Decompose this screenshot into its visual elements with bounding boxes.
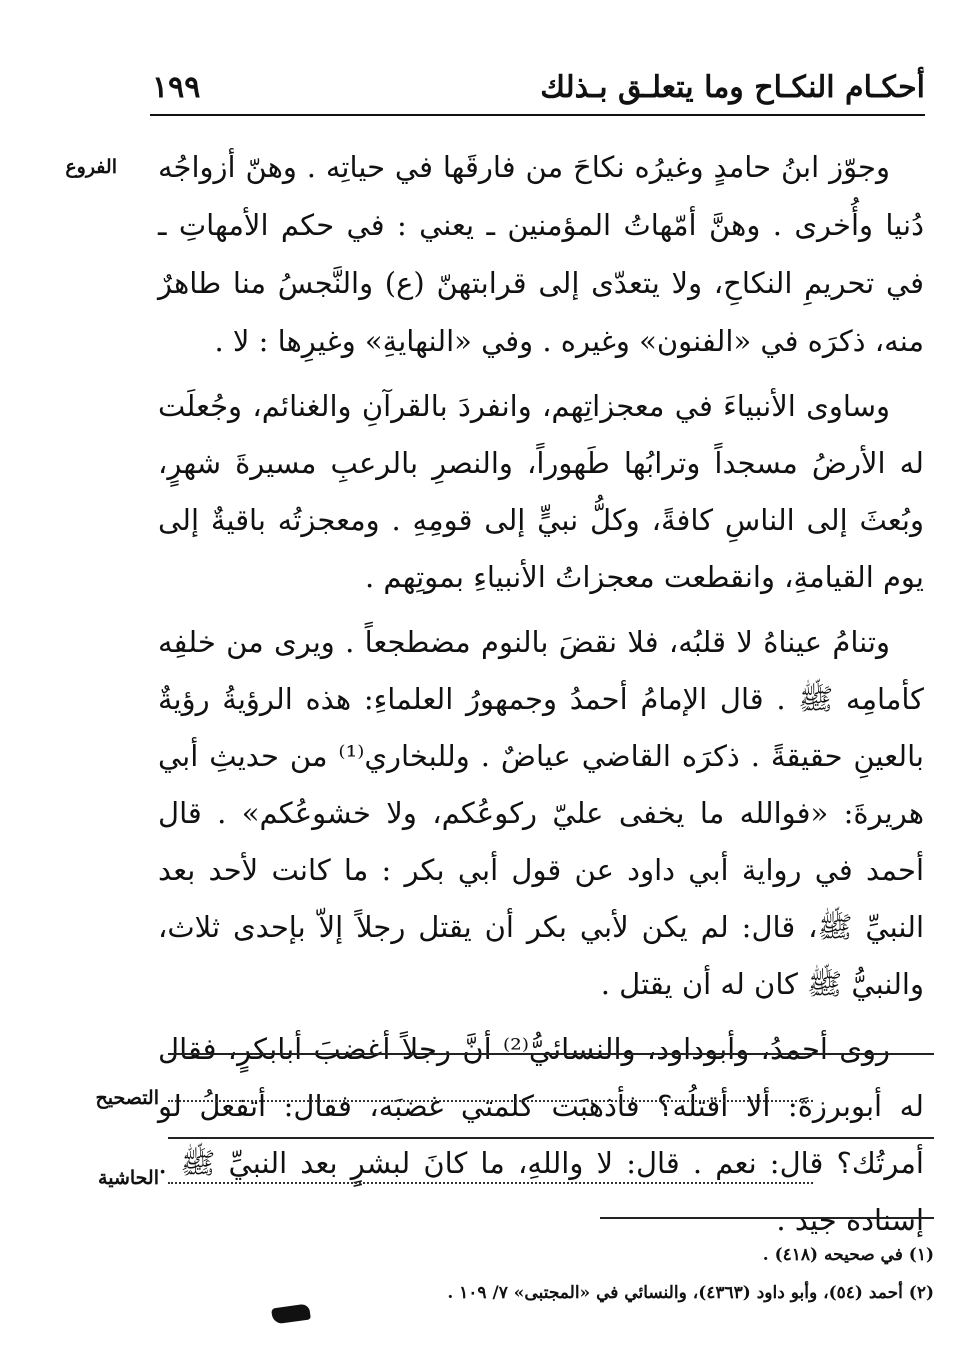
correction-label: التصحيح: [95, 1087, 159, 1109]
paragraph-2: وساوى الأنبياءَ في معجزاتِهم، وانفردَ بالقرآنِ والغنائم، وجُعلَت له الأرضُ مسجداً وترابُها طَهوراً، والنصرِ بالرعبِ مسيرةَ شهرٍ، وبُعثَ إلى الناسِ كافةً، وكلُّ نبيٍّ إلى قومِهِ . ومعجزتُه باقيةٌ إلى يوم القيامةِ، وانقطعت معجزاتُ الأنبياءِ بموتِهم .: [158, 389, 924, 594]
page-header: [150, 62, 925, 116]
footnote-dotted-line: [168, 1182, 813, 1184]
paragraph-1: وجوّز ابنُ حامدٍ وغيرُه نكاحَ من فارقَها في حياتِه . وهنّ أزواجُه دُنيا وأُخرى . وهنَّ أمّهاتُ المؤمنين ـ يعني : في حكم الأمهاتِ ـ في تحريمِ النكاحِ، ولا يتعدّى إلى قرابتهنّ (ع) والنَّجسُ منا طاهرٌ منه، ذكرَه في «الفنون» وغيره . وفي «النهايةِ» وغيرِها : لا .: [158, 150, 924, 358]
main-text: [158, 138, 924, 1257]
correction-dotted-line: [168, 1100, 813, 1102]
footnote-separator: [600, 1217, 934, 1219]
notes-top-line: [168, 1053, 934, 1055]
footnote-2: (٢) أحمد (٥٤)، وأبو داود (٤٣٦٣)، والنسائي في «المجتبى» ٧/ ١٠٩ .: [447, 1283, 934, 1303]
notes-middle-line: [168, 1137, 934, 1139]
footnote-margin-label: الحاشية: [98, 1167, 159, 1189]
footnote-1: (١) في صحيحه (٤١٨) .: [762, 1245, 934, 1265]
paragraph-3: وتنامُ عيناهُ لا قلبُه، فلا نقضَ بالنوم مضطجعاً . ويرى من خلفِه كأمامِه ﷺ . قال الإمامُ أحمدُ وجمهورُ العلماءِ: هذه الرؤيةُ رؤيةٌ بالعينِ حقيقةً . ذكرَه القاضي عياضٌ . وللبخاري⁽¹⁾ من حديثِ أبي هريرةَ: «فوالله ما يخفى عليّ ركوعُكم، ولا خشوعُكم» . قال أحمد في رواية أبي داود عن قول أبي بكر : ما كانت لأحد بعد النبيِّ ﷺ، قال: لم يكن لأبي بكر أن يقتل رجلاً إلاّ بإحدى ثلاث، والنبيُّ ﷺ كان له أن يقتل .: [158, 625, 924, 1001]
page-number: ١٩٩: [152, 70, 201, 105]
footnotes: [234, 1236, 934, 1312]
running-title: أحكـام النكـاح وما يتعلـق بـذلك: [540, 70, 925, 105]
paragraph-4: روى أحمدُ، وأبوداود، والنسائيُّ⁽²⁾ أنَّ رجلاً أغضبَ أبابكرٍ، فقال له أبوبرزةَ: ألا أقتلُه؟ فأذهبَت كلمتي غضبَه، فقال: أتفعلُ لو أمرتُك؟ قال: نعم . قال: لا واللهِ، ما كانَ لبشرٍ بعد النبيِّ ﷺ . إسناده جيد .: [158, 1032, 924, 1237]
section-margin-label: الفروع: [65, 156, 117, 178]
